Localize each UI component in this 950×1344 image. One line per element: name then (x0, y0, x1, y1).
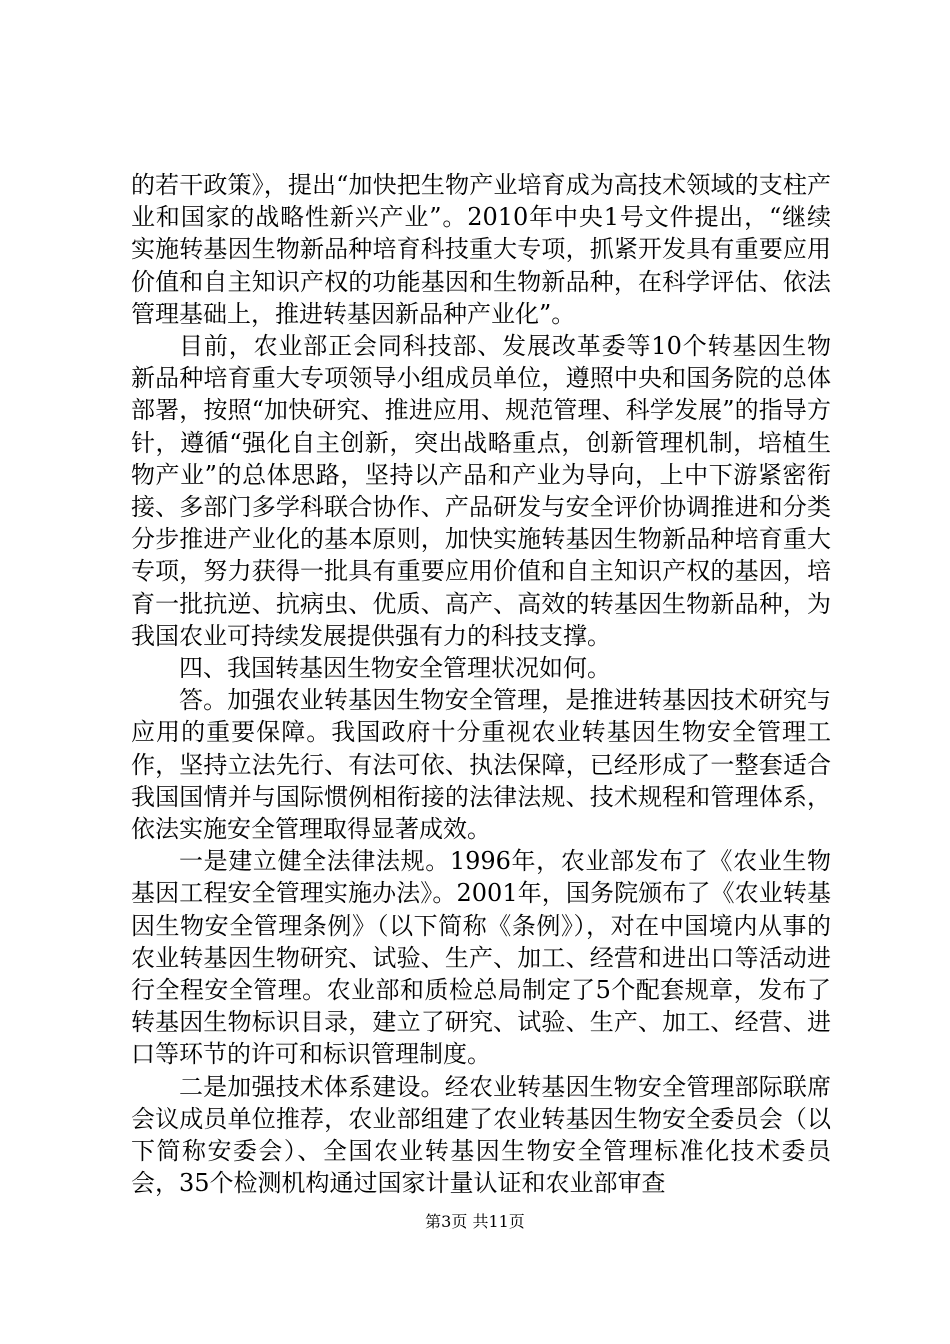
page-number-label: 第3页 共11页 (425, 1212, 525, 1231)
paragraph-laws-regulations: 一是建立健全法律法规。1996年，农业部发布了《农业生物基因工程安全管理实施办法》。2001年，国务院颁布了《农业转基因生物安全管理条例》（以下简称《条例》），对在中国境内从事的农业转基因生物研究、试验、生产、加工、经营和进出口等活动进行全程安全管理。农业部和质检总局制定了5个配套规章，发布了转基因生物标识目录，建立了研究、试验、生产、加工、经营、进口等环节的许可和标识管理制度。 (131, 847, 831, 1069)
paragraph-policy-continuation: 的若干政策》，提出“加快把生物产业培育成为高技术领域的支柱产业和国家的战略性新兴产业”。2010年中央1号文件提出，“继续实施转基因生物新品种培育科技重大专项，抓紧开发具有重要应用价值和自主知识产权的功能基因和生物新品种，在科学评估、依法管理基础上，推进转基因新品种产业化”。 (131, 171, 831, 328)
section-heading-question-4: 四、我国转基因生物安全管理状况如何。 (179, 654, 611, 683)
paragraph-technical-system: 二是加强技术体系建设。经农业转基因生物安全管理部际联席会议成员单位推荐，农业部组建了农业转基因生物安全委员会（以下简称安委会）、全国农业转基因生物安全管理标准化技术委员会，35个检测机构通过国家计量认证和农业部审查 (131, 1072, 831, 1198)
body-text (131, 169, 831, 1200)
page-footer (0, 1212, 950, 1232)
paragraph-answer: 答。加强农业转基因生物安全管理，是推进转基因技术研究与应用的重要保障。我国政府十分重视农业转基因生物安全管理工作，坚持立法先行、有法可依、执法保障，已经形成了一整套适合我国国情并与国际惯例相衔接的法律法规、技术规程和管理体系，依法实施安全管理取得显著成效。 (131, 686, 831, 844)
paragraph-current-work: 目前，农业部正会同科技部、发展改革委等10个转基因生物新品种培育重大专项领导小组成员单位，遵照中央和国务院的总体部署，按照“加快研究、推进应用、规范管理、科学发展”的指导方针，遵循“强化自主创新，突出战略重点，创新管理机制，培植生物产业”的总体思路，坚持以产品和产业为导向，上中下游紧密衔接、多部门多学科联合协作、产品研发与安全评价协调推进和分类分步推进产业化的基本原则，加快实施转基因生物新品种培育重大专项，努力获得一批具有重要应用价值和自主知识产权的基因，培育一批抗逆、抗病虫、优质、高产、高效的转基因生物新品种，为我国农业可持续发展提供强有力的科技支撑。 (131, 332, 831, 650)
